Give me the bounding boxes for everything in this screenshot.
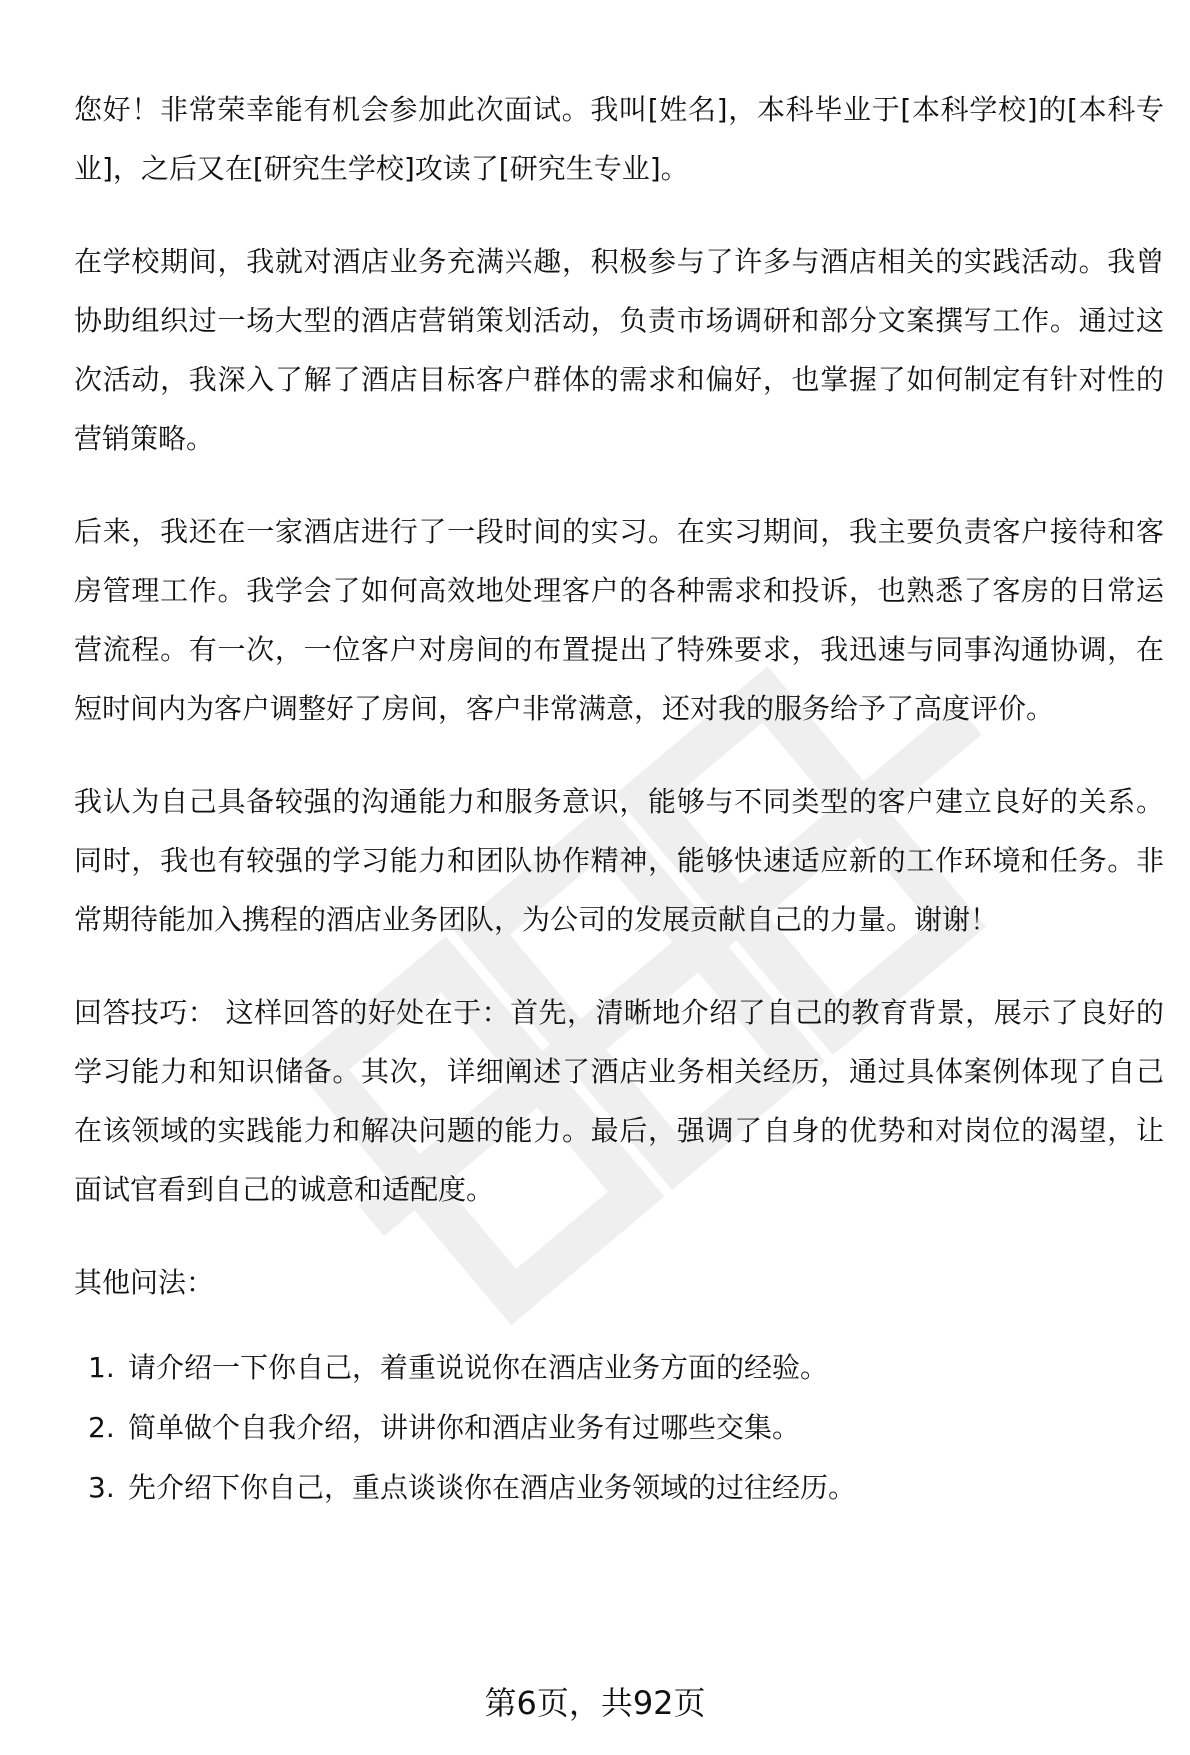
paragraph-strengths: 我认为自己具备较强的沟通能力和服务意识，能够与不同类型的客户建立良好的关系。同时，我也有较强的学习能力和团队协作精神，能够快速适应新的工作环境和任务。非常期待能加入携程的酒店业务团队，为公司的发展贡献自己的力量。谢谢！ (74, 785, 1164, 936)
paragraph-intro: 您好！非常荣幸能有机会参加此次面试。我叫[姓名]，本科毕业于[本科学校]的[本科专业]，之后又在[研究生学校]攻读了[研究生专业]。 (74, 93, 1164, 185)
paragraph-school-experience: 在学校期间，我就对酒店业务充满兴趣，积极参与了许多与酒店相关的实践活动。我曾协助组织过一场大型的酒店营销策划活动，负责市场调研和部分文案撰写工作。通过这次活动，我深入了解了酒店目标客户群体的需求和偏好，也掌握了如何制定有针对性的营销策略。 (74, 245, 1164, 455)
list-item-text: 请介绍一下你自己，着重说说你在酒店业务方面的经验。 (128, 1351, 829, 1384)
list-item-text: 简单做个自我介绍，讲讲你和酒店业务有过哪些交集。 (128, 1411, 801, 1444)
paragraph-internship: 后来，我还在一家酒店进行了一段时间的实习。在实习期间，我主要负责客户接待和客房管理工作。我学会了如何高效地处理客户的各种需求和投诉，也熟悉了客房的日常运营流程。有一次，一位客户对房间的布置提出了特殊要求，我迅速与同事沟通协调，在短时间内为客户调整好了房间，客户非常满意，还对我的服务给予了高度评价。 (74, 515, 1164, 725)
list-item-number: 1. (88, 1351, 115, 1384)
paragraph-answer-tips: 回答技巧： 这样回答的好处在于：首先，清晰地介绍了自己的教育背景，展示了良好的学习能力和知识储备。其次，详细阐述了酒店业务相关经历，通过具体案例体现了自己在该领域的实践能力和解决问题的能力。最后，强调了自身的优势和对岗位的渴望，让面试官看到自己的诚意和适配度。 (74, 996, 1164, 1206)
other-questions-list (74, 1338, 1164, 1518)
list-item (74, 1398, 1164, 1458)
other-questions-label: 其他问法： (74, 1266, 215, 1299)
list-item (74, 1458, 1164, 1518)
document-body (74, 80, 1164, 1518)
list-item-number: 3. (88, 1471, 115, 1504)
list-item (74, 1338, 1164, 1398)
list-item-number: 2. (88, 1411, 115, 1444)
list-item-text: 先介绍下你自己，重点谈谈你在酒店业务领域的过往经历。 (128, 1471, 857, 1504)
page-number-footer: 第6页，共92页 (484, 1684, 706, 1722)
